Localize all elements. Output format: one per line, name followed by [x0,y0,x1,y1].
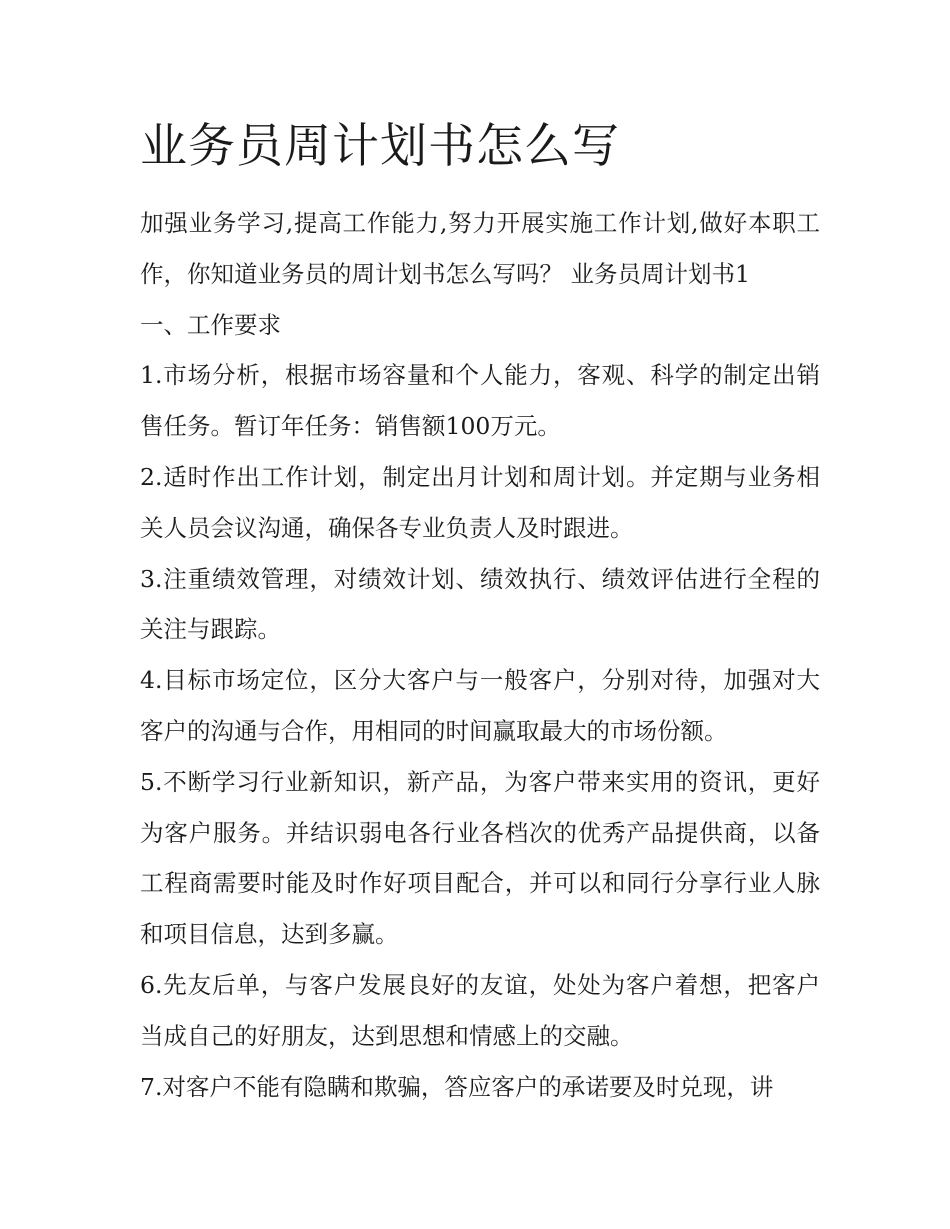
document-page [140,112,820,1112]
list-item: 1.市场分析，根据市场容量和个人能力，客观、科学的制定出销售任务。暂订年任务：销售额100万元。 [140,361,820,441]
document-title: 业务员周计划书怎么写 [140,119,620,174]
list-item: 2.适时作出工作计划，制定出月计划和周计划。并定期与业务相关人员会议沟通，确保各专业负责人及时跟进。 [140,462,820,542]
list-item: 5.不断学习行业新知识，新产品，为客户带来实用的资讯，更好为客户服务。并结识弱电各行业各档次的优秀产品提供商，以备工程商需要时能及时作好项目配合，并可以和同行分享行业人脉和项目信息，达到多赢。 [140,767,820,949]
list-item: 6.先友后单，与客户发展良好的友谊，处处为客户着想，把客户当成自己的好朋友，达到思想和情感上的交融。 [140,970,820,1050]
list-item: 3.注重绩效管理，对绩效计划、绩效执行、绩效评估进行全程的关注与跟踪。 [140,564,820,644]
intro-paragraph: 加强业务学习,提高工作能力,努力开展实施工作计划,做好本职工作，你知道业务员的周计划书怎么写吗？ 业务员周计划书1 [140,209,820,288]
list-item: 4.目标市场定位，区分大客户与一般客户，分别对待，加强对大客户的沟通与合作，用相同的时间赢取最大的市场份额。 [140,666,820,745]
section-heading: 一、工作要求 [140,310,281,339]
list-item: 7.对客户不能有隐瞒和欺骗，答应客户的承诺要及时兑现，讲 [140,1072,774,1101]
